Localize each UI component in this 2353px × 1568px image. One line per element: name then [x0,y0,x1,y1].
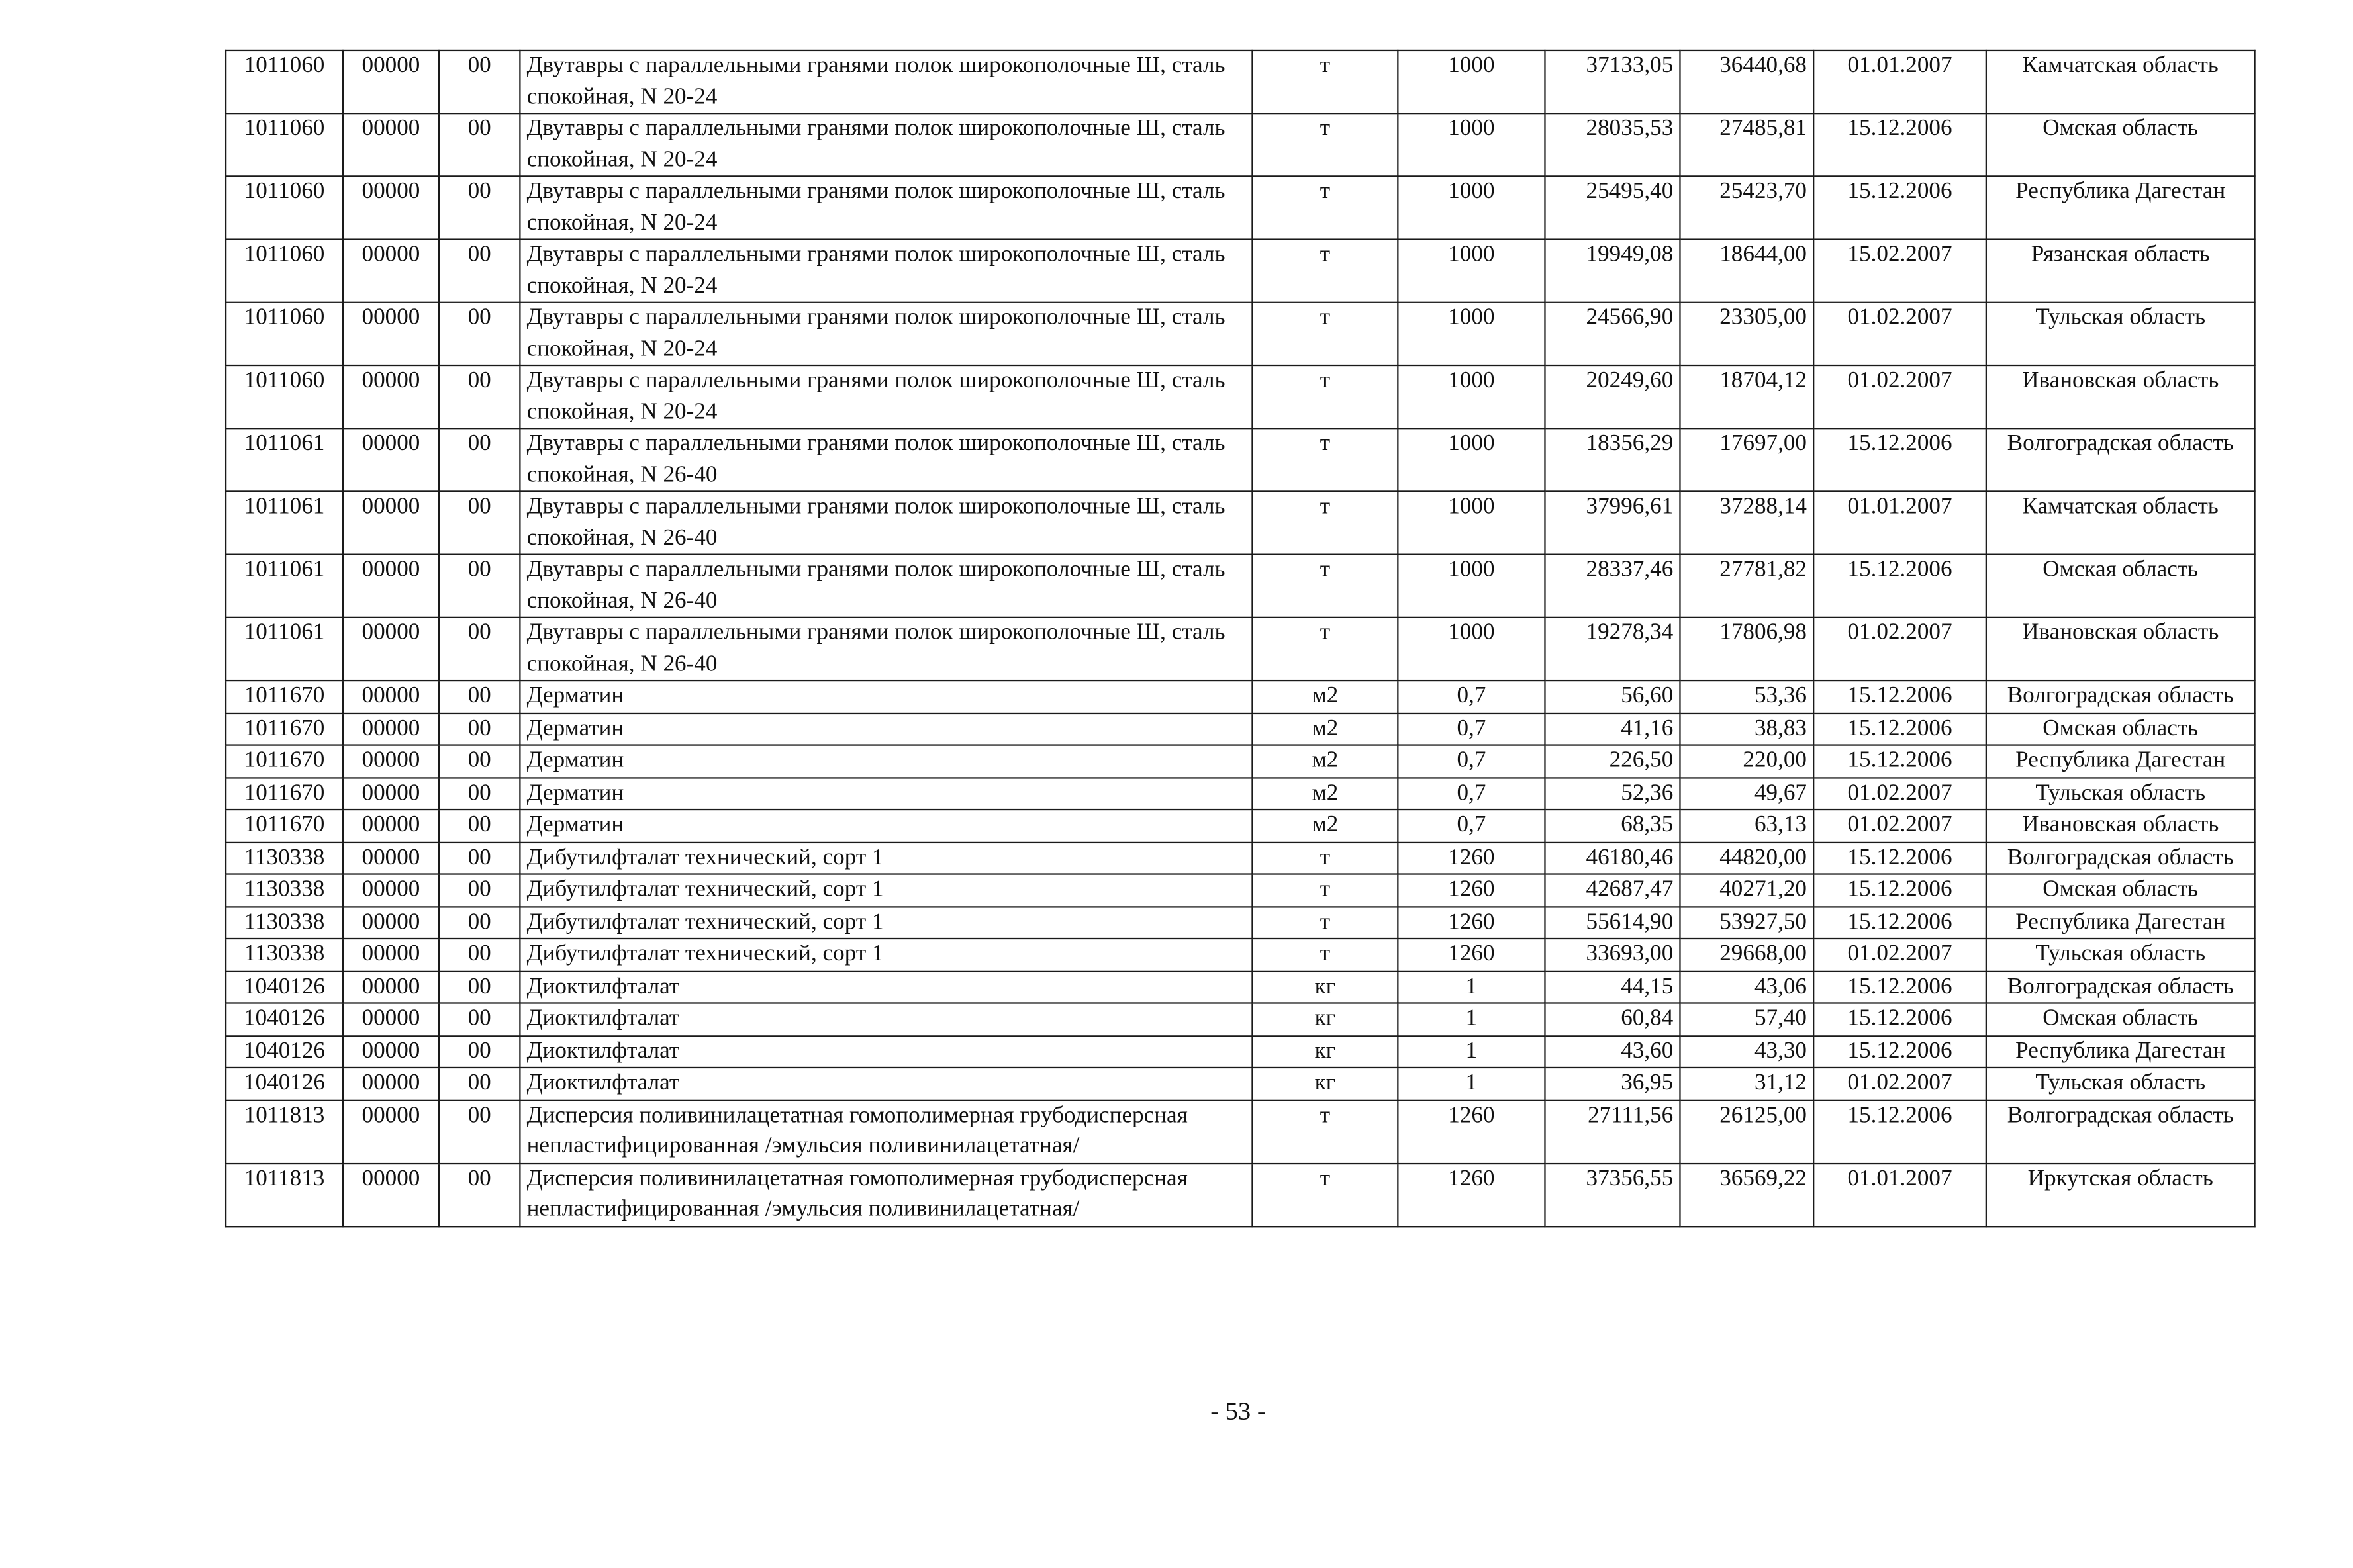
product-code-cell: 1011670 [226,680,343,713]
class-code-cell: 00 [439,240,520,302]
quantity-cell: 0,7 [1398,680,1545,713]
class-code-cell: 00 [439,906,520,939]
product-name-cell: Дерматин [520,713,1252,745]
region-cell: Омская область [1986,113,2255,176]
product-code-cell: 1040126 [226,1003,343,1035]
quantity-cell: 1000 [1398,302,1545,365]
quantity-cell: 1000 [1398,50,1545,113]
subcode-cell: 00000 [343,1100,439,1163]
quantity-cell: 1000 [1398,113,1545,176]
class-code-cell: 00 [439,809,520,842]
quantity-cell: 1260 [1398,842,1545,874]
unit-cell: м2 [1252,777,1398,809]
page-number: - 53 - [1210,1397,1266,1426]
price-cell: 60,84 [1545,1003,1680,1035]
region-cell: Камчатская область [1986,491,2255,554]
region-cell: Волгоградская область [1986,428,2255,491]
date-cell: 15.12.2006 [1813,428,1986,491]
table-row [226,302,2254,365]
table-body [226,50,2254,1226]
unit-cell: т [1252,555,1398,618]
product-code-cell: 1011060 [226,50,343,113]
unit-cell: т [1252,50,1398,113]
product-code-cell: 1011061 [226,491,343,554]
product-code-cell: 1011670 [226,745,343,778]
product-code-cell: 1040126 [226,971,343,1003]
region-cell: Республика Дагестан [1986,176,2255,239]
unit-cell: м2 [1252,713,1398,745]
table-row [226,1003,2254,1035]
table-row [226,1068,2254,1100]
class-code-cell: 00 [439,745,520,778]
date-cell: 15.12.2006 [1813,745,1986,778]
region-cell: Тульская область [1986,1068,2255,1100]
product-name-cell: Двутавры с параллельными гранями полок широкополочные Ш, сталь спокойная, N 20-24 [520,113,1252,176]
product-code-cell: 1011813 [226,1100,343,1163]
table-row [226,745,2254,778]
unit-cell: кг [1252,971,1398,1003]
price-excl-vat-cell: 18644,00 [1680,240,1813,302]
date-cell: 01.02.2007 [1813,618,1986,680]
region-cell: Волгоградская область [1986,680,2255,713]
region-cell: Камчатская область [1986,50,2255,113]
product-code-cell: 1130338 [226,842,343,874]
unit-cell: т [1252,842,1398,874]
price-cell: 27111,56 [1545,1100,1680,1163]
product-name-cell: Дерматин [520,809,1252,842]
unit-cell: т [1252,1163,1398,1226]
product-name-cell: Дисперсия поливинилацетатная гомополимерная грубодисперсная непластифицированная /эмульсия поливинилацетатная/ [520,1100,1252,1163]
subcode-cell: 00000 [343,555,439,618]
subcode-cell: 00000 [343,745,439,778]
product-name-cell: Диоктилфталат [520,1003,1252,1035]
class-code-cell: 00 [439,113,520,176]
quantity-cell: 1260 [1398,874,1545,907]
price-cell: 28337,46 [1545,555,1680,618]
product-name-cell: Двутавры с параллельными гранями полок широкополочные Ш, сталь спокойная, N 20-24 [520,50,1252,113]
table-row [226,939,2254,971]
region-cell: Тульская область [1986,302,2255,365]
subcode-cell: 00000 [343,809,439,842]
quantity-cell: 1000 [1398,491,1545,554]
product-code-cell: 1040126 [226,1068,343,1100]
price-cell: 19949,08 [1545,240,1680,302]
price-excl-vat-cell: 53927,50 [1680,906,1813,939]
class-code-cell: 00 [439,428,520,491]
unit-cell: кг [1252,1003,1398,1035]
date-cell: 15.02.2007 [1813,240,1986,302]
region-cell: Ивановская область [1986,809,2255,842]
product-code-cell: 1011670 [226,809,343,842]
subcode-cell: 00000 [343,491,439,554]
price-excl-vat-cell: 17806,98 [1680,618,1813,680]
region-cell: Республика Дагестан [1986,745,2255,778]
region-cell: Тульская область [1986,777,2255,809]
subcode-cell: 00000 [343,939,439,971]
table-row [226,971,2254,1003]
unit-cell: т [1252,874,1398,907]
product-name-cell: Диоктилфталат [520,971,1252,1003]
date-cell: 15.12.2006 [1813,971,1986,1003]
table-row [226,50,2254,113]
subcode-cell: 00000 [343,971,439,1003]
date-cell: 01.02.2007 [1813,1068,1986,1100]
price-excl-vat-cell: 36440,68 [1680,50,1813,113]
table-row [226,1035,2254,1068]
date-cell: 15.12.2006 [1813,842,1986,874]
unit-cell: м2 [1252,680,1398,713]
price-cell: 37996,61 [1545,491,1680,554]
price-cell: 68,35 [1545,809,1680,842]
unit-cell: м2 [1252,745,1398,778]
price-table [225,50,2256,1226]
price-cell: 56,60 [1545,680,1680,713]
table-row [226,1100,2254,1163]
price-cell: 24566,90 [1545,302,1680,365]
class-code-cell: 00 [439,939,520,971]
region-cell: Иркутская область [1986,1163,2255,1226]
class-code-cell: 00 [439,842,520,874]
unit-cell: т [1252,939,1398,971]
price-cell: 52,36 [1545,777,1680,809]
unit-cell: т [1252,618,1398,680]
subcode-cell: 00000 [343,1163,439,1226]
subcode-cell: 00000 [343,240,439,302]
price-cell: 20249,60 [1545,365,1680,428]
quantity-cell: 1260 [1398,939,1545,971]
date-cell: 15.12.2006 [1813,713,1986,745]
unit-cell: т [1252,491,1398,554]
subcode-cell: 00000 [343,906,439,939]
price-excl-vat-cell: 27485,81 [1680,113,1813,176]
date-cell: 01.02.2007 [1813,365,1986,428]
date-cell: 15.12.2006 [1813,1100,1986,1163]
product-name-cell: Дерматин [520,745,1252,778]
product-name-cell: Дисперсия поливинилацетатная гомополимерная грубодисперсная непластифицированная /эмульсия поливинилацетатная/ [520,1163,1252,1226]
quantity-cell: 1260 [1398,1163,1545,1226]
price-excl-vat-cell: 57,40 [1680,1003,1813,1035]
price-excl-vat-cell: 53,36 [1680,680,1813,713]
date-cell: 15.12.2006 [1813,680,1986,713]
quantity-cell: 1 [1398,1035,1545,1068]
product-code-cell: 1011061 [226,555,343,618]
product-code-cell: 1011060 [226,240,343,302]
class-code-cell: 00 [439,1035,520,1068]
product-name-cell: Двутавры с параллельными гранями полок широкополочные Ш, сталь спокойная, N 20-24 [520,365,1252,428]
subcode-cell: 00000 [343,777,439,809]
quantity-cell: 1000 [1398,618,1545,680]
unit-cell: т [1252,176,1398,239]
date-cell: 15.12.2006 [1813,1003,1986,1035]
region-cell: Рязанская область [1986,240,2255,302]
unit-cell: м2 [1252,809,1398,842]
product-name-cell: Двутавры с параллельными гранями полок широкополочные Ш, сталь спокойная, N 26-40 [520,618,1252,680]
product-code-cell: 1011670 [226,777,343,809]
product-code-cell: 1011061 [226,428,343,491]
price-excl-vat-cell: 17697,00 [1680,428,1813,491]
subcode-cell: 00000 [343,428,439,491]
date-cell: 15.12.2006 [1813,113,1986,176]
price-cell: 28035,53 [1545,113,1680,176]
region-cell: Омская область [1986,1003,2255,1035]
date-cell: 01.02.2007 [1813,777,1986,809]
product-code-cell: 1130338 [226,874,343,907]
subcode-cell: 00000 [343,713,439,745]
region-cell: Волгоградская область [1986,1100,2255,1163]
product-name-cell: Дерматин [520,680,1252,713]
product-name-cell: Двутавры с параллельными гранями полок широкополочные Ш, сталь спокойная, N 20-24 [520,240,1252,302]
price-excl-vat-cell: 49,67 [1680,777,1813,809]
class-code-cell: 00 [439,618,520,680]
table-row [226,906,2254,939]
product-name-cell: Диоктилфталат [520,1068,1252,1100]
price-excl-vat-cell: 25423,70 [1680,176,1813,239]
price-excl-vat-cell: 18704,12 [1680,365,1813,428]
date-cell: 01.02.2007 [1813,809,1986,842]
unit-cell: т [1252,113,1398,176]
class-code-cell: 00 [439,491,520,554]
date-cell: 01.01.2007 [1813,1163,1986,1226]
class-code-cell: 00 [439,777,520,809]
subcode-cell: 00000 [343,365,439,428]
product-name-cell: Дибутилфталат технический, сорт 1 [520,939,1252,971]
table-row [226,809,2254,842]
table-row [226,113,2254,176]
price-cell: 55614,90 [1545,906,1680,939]
quantity-cell: 1000 [1398,428,1545,491]
product-name-cell: Дибутилфталат технический, сорт 1 [520,842,1252,874]
subcode-cell: 00000 [343,302,439,365]
product-name-cell: Дерматин [520,777,1252,809]
class-code-cell: 00 [439,1100,520,1163]
class-code-cell: 00 [439,713,520,745]
quantity-cell: 1000 [1398,365,1545,428]
class-code-cell: 00 [439,176,520,239]
product-code-cell: 1011061 [226,618,343,680]
quantity-cell: 1000 [1398,240,1545,302]
region-cell: Ивановская область [1986,618,2255,680]
date-cell: 15.12.2006 [1813,1035,1986,1068]
table-row [226,874,2254,907]
region-cell: Волгоградская область [1986,971,2255,1003]
table-row [226,777,2254,809]
table-row [226,365,2254,428]
price-cell: 46180,46 [1545,842,1680,874]
class-code-cell: 00 [439,365,520,428]
unit-cell: т [1252,428,1398,491]
date-cell: 15.12.2006 [1813,176,1986,239]
date-cell: 01.02.2007 [1813,939,1986,971]
quantity-cell: 0,7 [1398,809,1545,842]
table-row [226,555,2254,618]
subcode-cell: 00000 [343,618,439,680]
region-cell: Ивановская область [1986,365,2255,428]
region-cell: Тульская область [1986,939,2255,971]
price-cell: 37356,55 [1545,1163,1680,1226]
class-code-cell: 00 [439,1003,520,1035]
product-code-cell: 1011060 [226,302,343,365]
table-row [226,842,2254,874]
unit-cell: кг [1252,1035,1398,1068]
region-cell: Республика Дагестан [1986,906,2255,939]
product-code-cell: 1130338 [226,939,343,971]
product-code-cell: 1011670 [226,713,343,745]
subcode-cell: 00000 [343,1035,439,1068]
product-name-cell: Диоктилфталат [520,1035,1252,1068]
product-name-cell: Двутавры с параллельными гранями полок широкополочные Ш, сталь спокойная, N 26-40 [520,428,1252,491]
unit-cell: кг [1252,1068,1398,1100]
unit-cell: т [1252,365,1398,428]
product-name-cell: Дибутилфталат технический, сорт 1 [520,874,1252,907]
subcode-cell: 00000 [343,842,439,874]
class-code-cell: 00 [439,1068,520,1100]
subcode-cell: 00000 [343,50,439,113]
product-name-cell: Двутавры с параллельными гранями полок широкополочные Ш, сталь спокойная, N 20-24 [520,302,1252,365]
price-excl-vat-cell: 44820,00 [1680,842,1813,874]
quantity-cell: 1 [1398,971,1545,1003]
product-code-cell: 1011060 [226,113,343,176]
date-cell: 15.12.2006 [1813,906,1986,939]
quantity-cell: 1 [1398,1003,1545,1035]
quantity-cell: 1260 [1398,906,1545,939]
quantity-cell: 1260 [1398,1100,1545,1163]
region-cell: Омская область [1986,713,2255,745]
region-cell: Омская область [1986,874,2255,907]
class-code-cell: 00 [439,680,520,713]
unit-cell: т [1252,302,1398,365]
price-excl-vat-cell: 29668,00 [1680,939,1813,971]
table-row [226,1163,2254,1226]
price-cell: 42687,47 [1545,874,1680,907]
price-cell: 41,16 [1545,713,1680,745]
price-excl-vat-cell: 31,12 [1680,1068,1813,1100]
unit-cell: т [1252,1100,1398,1163]
unit-cell: т [1252,906,1398,939]
price-excl-vat-cell: 40271,20 [1680,874,1813,907]
subcode-cell: 00000 [343,874,439,907]
price-excl-vat-cell: 43,30 [1680,1035,1813,1068]
product-name-cell: Двутавры с параллельными гранями полок широкополочные Ш, сталь спокойная, N 26-40 [520,491,1252,554]
subcode-cell: 00000 [343,1003,439,1035]
quantity-cell: 1 [1398,1068,1545,1100]
class-code-cell: 00 [439,1163,520,1226]
price-excl-vat-cell: 38,83 [1680,713,1813,745]
product-name-cell: Двутавры с параллельными гранями полок широкополочные Ш, сталь спокойная, N 20-24 [520,176,1252,239]
price-cell: 226,50 [1545,745,1680,778]
unit-cell: т [1252,240,1398,302]
price-cell: 18356,29 [1545,428,1680,491]
class-code-cell: 00 [439,50,520,113]
region-cell: Омская область [1986,555,2255,618]
product-code-cell: 1011813 [226,1163,343,1226]
price-excl-vat-cell: 26125,00 [1680,1100,1813,1163]
class-code-cell: 00 [439,874,520,907]
table-row [226,491,2254,554]
class-code-cell: 00 [439,971,520,1003]
price-excl-vat-cell: 37288,14 [1680,491,1813,554]
price-excl-vat-cell: 27781,82 [1680,555,1813,618]
table-row [226,428,2254,491]
class-code-cell: 00 [439,302,520,365]
subcode-cell: 00000 [343,680,439,713]
table-row [226,618,2254,680]
table-row [226,240,2254,302]
price-excl-vat-cell: 220,00 [1680,745,1813,778]
date-cell: 01.01.2007 [1813,50,1986,113]
product-code-cell: 1011060 [226,176,343,239]
subcode-cell: 00000 [343,113,439,176]
price-cell: 44,15 [1545,971,1680,1003]
table-row [226,680,2254,713]
table-row [226,176,2254,239]
quantity-cell: 1000 [1398,176,1545,239]
date-cell: 15.12.2006 [1813,555,1986,618]
product-code-cell: 1040126 [226,1035,343,1068]
product-name-cell: Двутавры с параллельными гранями полок широкополочные Ш, сталь спокойная, N 26-40 [520,555,1252,618]
table-row [226,713,2254,745]
price-excl-vat-cell: 63,13 [1680,809,1813,842]
quantity-cell: 0,7 [1398,745,1545,778]
product-code-cell: 1011060 [226,365,343,428]
region-cell: Волгоградская область [1986,842,2255,874]
price-cell: 37133,05 [1545,50,1680,113]
region-cell: Республика Дагестан [1986,1035,2255,1068]
class-code-cell: 00 [439,555,520,618]
price-excl-vat-cell: 43,06 [1680,971,1813,1003]
subcode-cell: 00000 [343,176,439,239]
date-cell: 01.01.2007 [1813,491,1986,554]
price-cell: 25495,40 [1545,176,1680,239]
product-code-cell: 1130338 [226,906,343,939]
price-excl-vat-cell: 23305,00 [1680,302,1813,365]
subcode-cell: 00000 [343,1068,439,1100]
price-cell: 33693,00 [1545,939,1680,971]
product-name-cell: Дибутилфталат технический, сорт 1 [520,906,1252,939]
date-cell: 15.12.2006 [1813,874,1986,907]
quantity-cell: 0,7 [1398,777,1545,809]
price-excl-vat-cell: 36569,22 [1680,1163,1813,1226]
date-cell: 01.02.2007 [1813,302,1986,365]
price-cell: 19278,34 [1545,618,1680,680]
quantity-cell: 1000 [1398,555,1545,618]
quantity-cell: 0,7 [1398,713,1545,745]
price-cell: 43,60 [1545,1035,1680,1068]
price-cell: 36,95 [1545,1068,1680,1100]
